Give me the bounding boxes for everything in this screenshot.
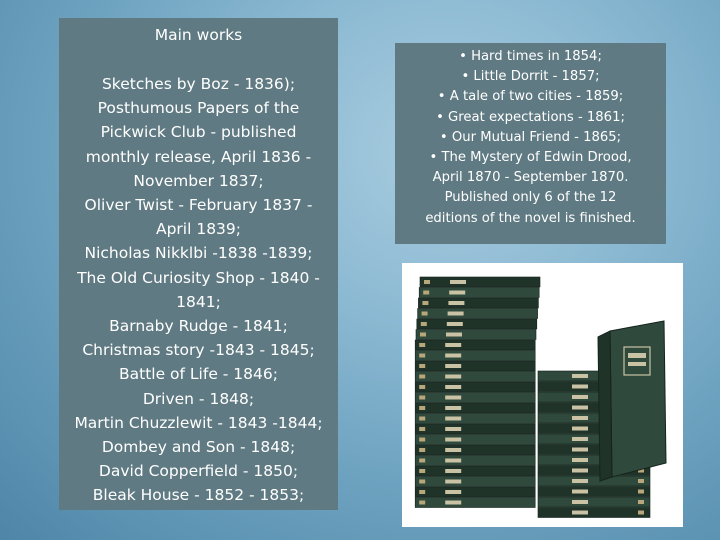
works-line: The Old Curiosity Shop - 1840 -	[77, 268, 320, 287]
cover-label	[628, 362, 646, 366]
spine-label	[445, 448, 461, 452]
spine-label	[572, 490, 588, 494]
spine-label	[445, 417, 461, 421]
book-spine	[415, 351, 535, 361]
main-works-panel	[59, 18, 338, 510]
later-works-panel	[395, 43, 666, 244]
spine-label	[445, 490, 461, 494]
book-spine	[415, 466, 535, 476]
spine-label	[572, 427, 588, 431]
spine-band	[419, 501, 425, 505]
works-line: • Hard times in 1854;	[459, 49, 602, 64]
spine-label	[572, 448, 588, 452]
book-stack-photo	[402, 263, 683, 527]
spine-label	[445, 459, 461, 463]
spine-label	[572, 395, 588, 399]
book-spine	[415, 340, 535, 350]
works-line: April 1870 - September 1870.	[432, 170, 629, 186]
book-spine	[538, 508, 650, 518]
spine-band	[419, 364, 425, 368]
spine-band	[419, 480, 425, 484]
spine-label	[446, 333, 462, 337]
spine-band	[419, 375, 425, 379]
standing-book-cover	[610, 321, 666, 477]
works-line: Pickwick Club - published	[100, 123, 297, 142]
works-line: Driven - 1848;	[142, 389, 255, 408]
book-spine	[415, 382, 535, 392]
book-spine	[416, 330, 536, 340]
spine-band	[419, 448, 425, 452]
standing-book-spine	[598, 331, 612, 481]
works-line: David Copperfield - 1850;	[98, 462, 299, 481]
spine-band	[638, 511, 644, 515]
book-spine	[415, 456, 535, 466]
works-line: Martin Chuzzlewit - 1843 -1844;	[74, 413, 323, 432]
book-spine	[415, 403, 535, 413]
spine-band	[638, 500, 644, 504]
works-line: April 1839;	[155, 220, 242, 239]
works-line: • Our Mutual Friend - 1865;	[439, 129, 622, 145]
works-line: November 1837;	[133, 171, 264, 190]
works-line: Battle of Life - 1846;	[119, 365, 278, 384]
spine-band	[419, 417, 425, 421]
spine-label	[572, 385, 588, 389]
works-line: Dombey and Son - 1848;	[101, 438, 296, 457]
spine-band	[419, 396, 425, 400]
spine-label	[445, 427, 461, 431]
book-spine	[415, 393, 535, 403]
book-spine	[538, 497, 650, 507]
works-line: • Little Dorrit - 1857;	[461, 69, 600, 85]
spine-band	[420, 333, 426, 337]
spine-band	[419, 459, 425, 463]
spine-band	[421, 322, 427, 326]
spine-band	[419, 490, 425, 494]
cover-label	[628, 353, 646, 358]
book-spine	[419, 288, 539, 298]
spine-band	[419, 354, 425, 358]
spine-band	[638, 490, 644, 494]
book-spine	[415, 435, 535, 445]
spine-label	[445, 343, 461, 347]
spine-label	[449, 291, 465, 295]
spine-label	[445, 469, 461, 473]
works-line: • A tale of two cities - 1859;	[437, 89, 624, 105]
spine-band	[419, 438, 425, 442]
spine-label	[572, 458, 588, 462]
spine-label	[572, 500, 588, 504]
spine-label	[445, 501, 461, 505]
book-spine	[417, 319, 537, 329]
book-spine	[415, 487, 535, 497]
works-line: • The Mystery of Edwin Drood,	[429, 150, 632, 166]
spine-band	[424, 280, 430, 284]
book-spine	[538, 476, 650, 486]
book-spine	[415, 424, 535, 434]
spine-label	[447, 322, 463, 326]
spine-label	[572, 437, 588, 441]
spine-band	[419, 406, 425, 410]
spine-band	[419, 469, 425, 473]
works-line: Oliver Twist - February 1837 -	[84, 196, 313, 215]
book-spine	[415, 477, 535, 487]
spine-label	[445, 406, 461, 410]
works-line: Sketches by Boz - 1836);	[101, 75, 296, 93]
spine-label	[572, 479, 588, 483]
works-line: Barnaby Rudge - 1841;	[109, 317, 288, 336]
spine-label	[572, 469, 588, 473]
spine-label	[445, 396, 461, 400]
spine-label	[572, 416, 588, 420]
spine-label	[572, 511, 588, 515]
spine-label	[572, 374, 588, 378]
spine-label	[448, 301, 464, 305]
spine-label	[445, 364, 461, 368]
works-line: Bleak House - 1852 - 1853;	[92, 486, 305, 505]
spine-label	[448, 312, 464, 316]
spine-band	[419, 385, 425, 389]
spine-label	[445, 375, 461, 379]
works-line: Published only 6 of the 12	[444, 190, 617, 206]
spine-label	[445, 438, 461, 442]
works-line: Christmas story -1843 - 1845;	[82, 341, 315, 360]
book-spine	[415, 445, 535, 455]
spine-label	[445, 354, 461, 358]
book-spine	[415, 498, 535, 508]
works-line: monthly release, April 1836 -	[85, 147, 312, 166]
book-spine	[420, 277, 540, 287]
spine-band	[638, 479, 644, 483]
book-spine	[415, 414, 535, 424]
spine-label	[445, 480, 461, 484]
spine-band	[419, 427, 425, 431]
spine-band	[422, 301, 428, 305]
panel-title: Main works	[154, 26, 243, 44]
book-spine	[415, 361, 535, 371]
works-line: 1841;	[176, 292, 221, 311]
spine-label	[572, 406, 588, 410]
book-stack-image	[402, 263, 683, 527]
book-spine	[418, 298, 538, 308]
spine-label	[445, 385, 461, 389]
book-spine	[538, 487, 650, 497]
book-spine	[418, 309, 538, 319]
spine-band	[419, 343, 425, 347]
works-line: Posthumous Papers of the	[97, 99, 300, 118]
spine-band	[422, 312, 428, 316]
works-line: • Great expectations - 1861;	[436, 109, 625, 125]
book-spine	[415, 372, 535, 382]
works-line: editions of the novel is finished.	[425, 210, 636, 226]
spine-band	[423, 291, 429, 295]
spine-label	[450, 280, 466, 284]
works-line: Nicholas Nikklbi -1838 -1839;	[84, 244, 313, 263]
